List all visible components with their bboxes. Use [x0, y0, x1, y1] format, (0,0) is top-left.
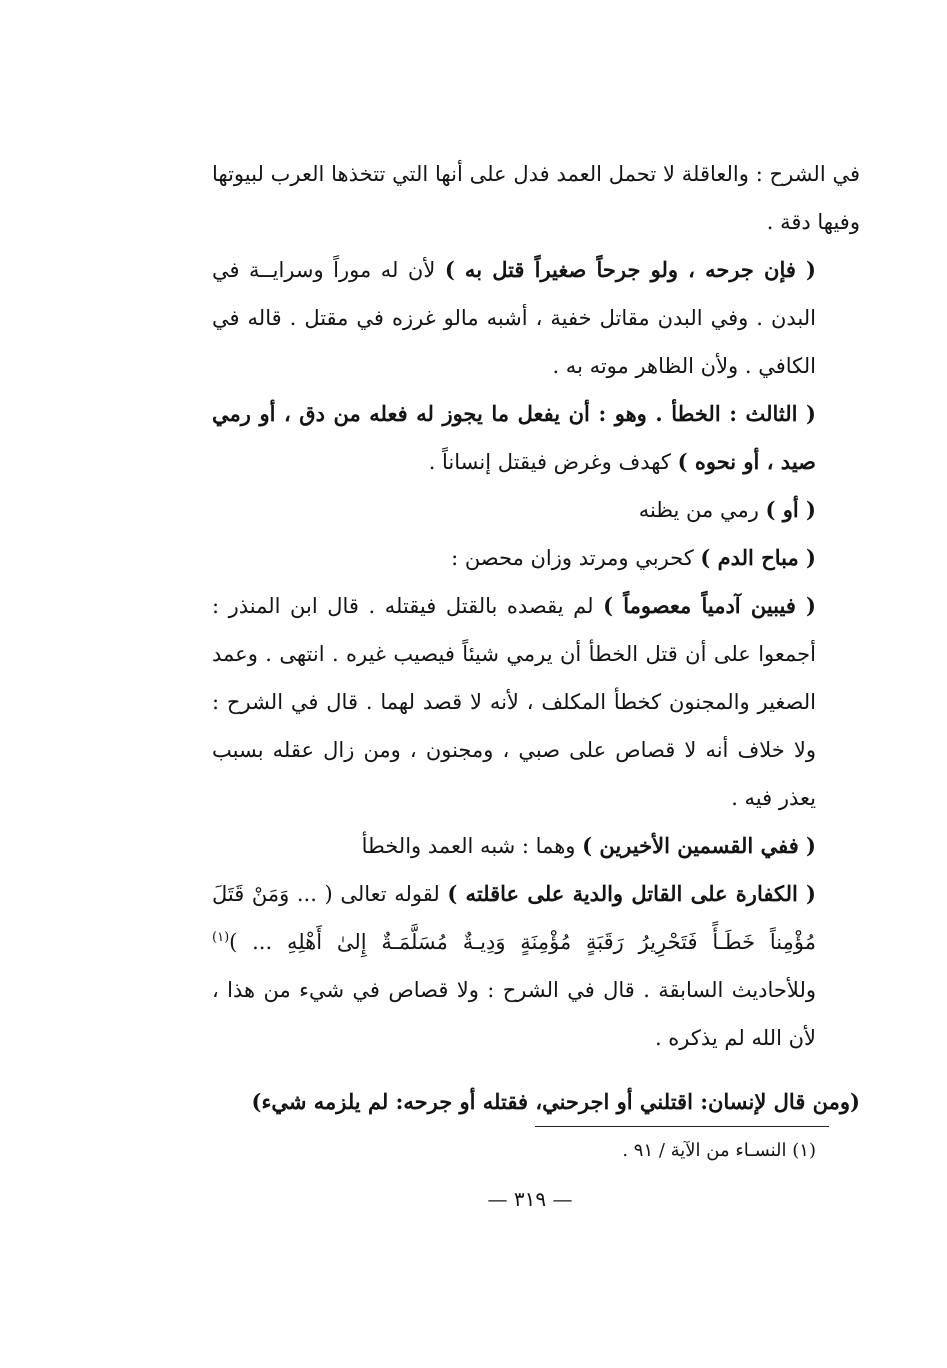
- footnote: (١) النسـاء من الآية / ٩١ .: [622, 1140, 816, 1161]
- paragraph-6-bold: ( فيبين آدمياً معصوماً ): [603, 593, 816, 618]
- paragraph-6-text: لم يقصده بالقتل فيقتله . قال ابن المنذر : أجمعوا على أن قتل الخطأ أن يرمي شيئاً فيصيب غيره . انتهى . وعمد الصغير والمجنون كخطأ المكلف ، لأنه لا قصد لهما . قال في الشرح : ولا خلاف أنه لا قصاص على صبي ، ومجنون ، ومن زال عقله بسبب يعذر فيه .: [212, 594, 816, 810]
- footnote-reference: (١): [212, 930, 230, 945]
- main-text: [212, 150, 860, 1062]
- paragraph-5-text: كحربي ومرتد وزان محصن :: [451, 546, 701, 570]
- closing-bold-line: (ومن قال لإنسان: اقتلني أو اجرحني، فقتله أو جرحه: لم يلزمه شيء): [251, 1089, 860, 1114]
- paragraph-1: [212, 150, 860, 246]
- paragraph-8-bold: ( الكفارة على القاتل والدية على عاقلته ): [447, 881, 816, 906]
- footnote-divider: [535, 1126, 829, 1127]
- paragraph-3: [212, 390, 860, 486]
- paragraph-5: [212, 534, 860, 582]
- paragraph-5-bold: ( مباح الدم ): [700, 545, 816, 570]
- paragraph-3-bold: ( الثالث : الخطأ . وهو : أن يفعل ما يجوز له فعله من دق ، أو رمي صيد ، أو نحوه ): [212, 401, 816, 474]
- paragraph-7-text: وهما : شبه العمد والخطأ: [361, 834, 583, 858]
- paragraph-2: [212, 246, 860, 390]
- paragraph-7-bold: ( ففي القسمين الأخيرين ): [582, 833, 816, 858]
- paragraph-4-text: رمي من يظنه: [638, 498, 766, 522]
- paragraph-8-text: وللأحاديث السابقة . قال في الشرح : ولا قصاص في شيء من هذا ، لأن الله لم يذكره .: [212, 978, 816, 1050]
- paragraph-7: [212, 822, 860, 870]
- paragraph-1-text: في الشرح : والعاقلة لا تحمل العمد فدل على أنها التي تتخذها العرب لبيوتها وفيها دقة .: [212, 162, 860, 234]
- paragraph-6: [212, 582, 860, 822]
- paragraph-3-text: كهدف وغرض فيقتل إنساناً .: [428, 450, 678, 474]
- paragraph-4: [212, 486, 860, 534]
- page-number: — ٣١٩ —: [487, 1187, 573, 1211]
- quran-verse: لقوله تعالى ( ... وَمَنْ قَتَلَ مُؤْمِناً خَطَـأً فَتَحْرِيرُ رَقَبَةٍ مُؤْمِنَةٍ وَدِيـةٌ مُسَلَّمَـةٌ إِلىٰ أَهْلِهِ ... ): [212, 882, 816, 954]
- paragraph-4-bold: ( أو ): [765, 497, 816, 522]
- paragraph-2-bold: ( فإن جرحه ، ولو جرحاً صغيراً قتل به ): [444, 257, 816, 282]
- paragraph-8: [212, 870, 860, 1062]
- paragraph-2-text: لأن له موراً وسرايــة في البدن . وفي البدن مقاتل خفية ، أشبه مالو غرزه في مقتل . قاله في الكافي . ولأن الظاهر موته به .: [212, 258, 816, 378]
